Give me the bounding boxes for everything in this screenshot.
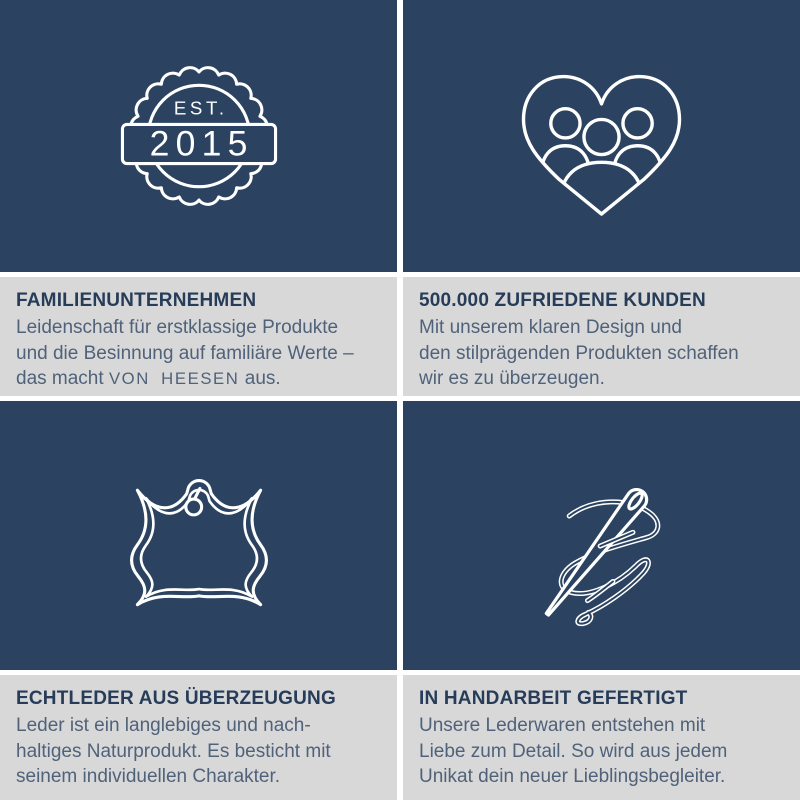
est-2015-badge-icon <box>110 47 288 225</box>
card-heading: IN HANDARBEIT GEFERTIGT <box>419 688 688 709</box>
card-body-line: den stilprägenden Produkten schaffen <box>419 342 739 364</box>
card-customers <box>403 277 800 396</box>
badge-est-label: EST. <box>173 97 228 119</box>
card-handmade <box>403 675 800 800</box>
brand-line-prefix: das macht <box>16 368 109 389</box>
card-body-line: Leder ist ein langlebiges und nach- <box>16 715 311 736</box>
icon-panel-customers <box>403 0 800 272</box>
card-family <box>0 277 397 396</box>
card-body-line: Leidenschaft für erstklassige Produkte <box>16 317 339 338</box>
card-body-line: Unikat dein neuer Lieblingsbegleiter. <box>419 766 726 787</box>
icon-panel-handmade <box>403 401 800 670</box>
card-leather <box>0 675 397 800</box>
card-body-line: und die Besinnung auf familiäre Werte – <box>16 342 354 364</box>
card-heading: ECHTLEDER AUS ÜBERZEUGUNG <box>16 688 336 709</box>
icon-panel-leather <box>0 401 397 670</box>
card-body-line: haltiges Naturprodukt. Es besticht mit <box>16 740 331 762</box>
card-body-line: Liebe zum Detail. So wird aus jedem <box>419 740 728 762</box>
leather-hide-icon <box>111 448 287 624</box>
card-body-line: wir es zu überzeugen. <box>419 368 605 389</box>
icon-panel-family <box>0 0 397 272</box>
card-body-line <box>16 366 381 392</box>
card-heading: FAMILIENUNTERNEHMEN <box>16 290 257 311</box>
badge-year: 2015 <box>149 123 254 164</box>
card-heading: 500.000 ZUFRIEDENE KUNDEN <box>419 290 706 311</box>
brand-line-suffix: aus. <box>239 368 281 389</box>
needle-and-thread-icon <box>511 445 693 627</box>
card-body-line: Unsere Lederwaren entstehen mit <box>419 715 706 736</box>
card-body-line: Mit unserem klaren Design und <box>419 317 682 338</box>
brand-name: VON HEESEN <box>108 369 240 388</box>
family-heart-icon <box>504 53 699 219</box>
card-body-line: seinem individuellen Charakter. <box>16 766 281 787</box>
